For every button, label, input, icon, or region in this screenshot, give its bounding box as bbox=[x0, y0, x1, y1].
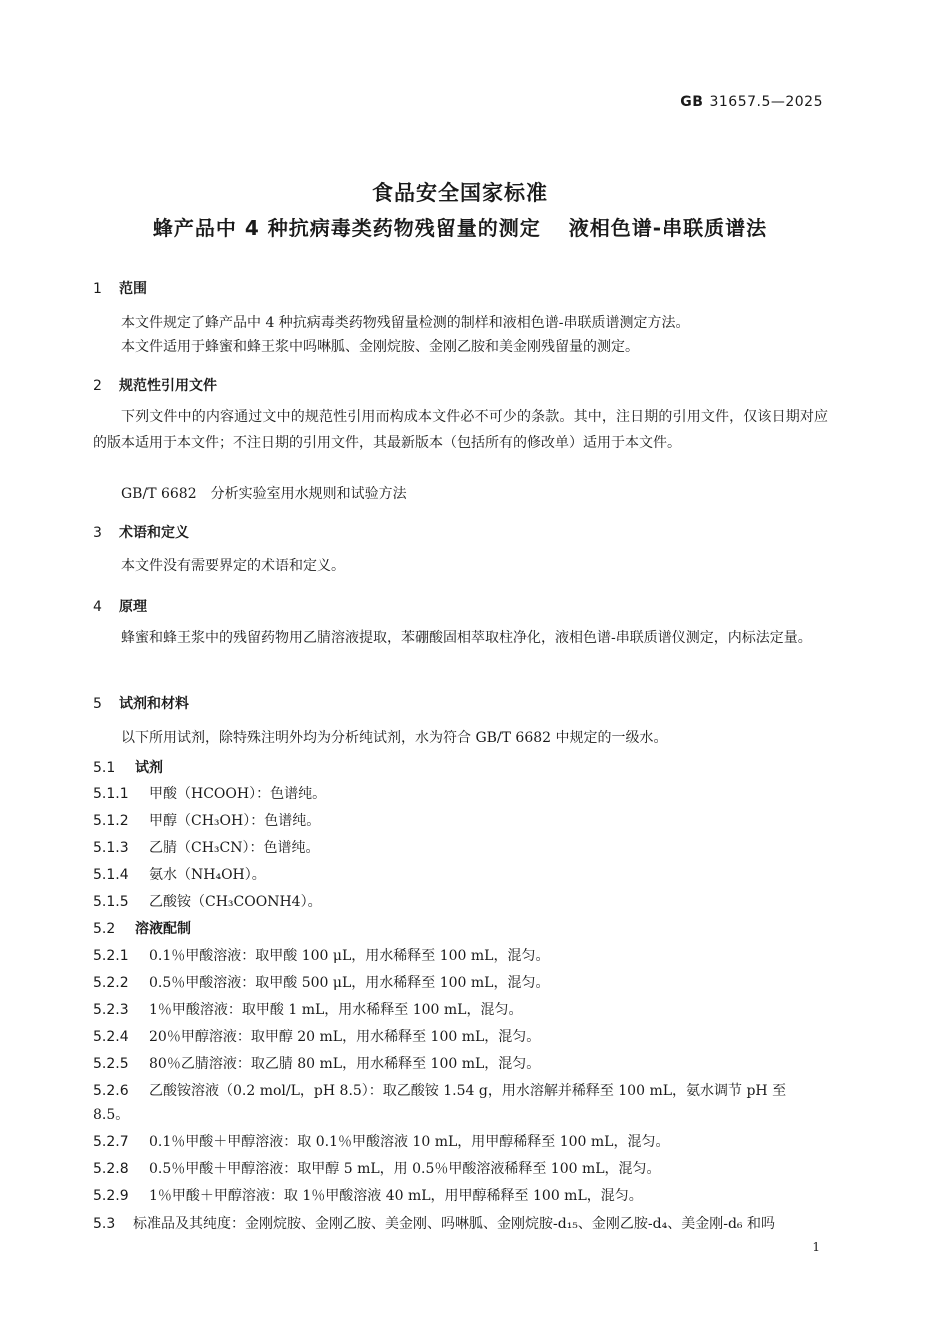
list-item: 5.1.1 甲酸（HCOOH）：色谱纯。 bbox=[93, 786, 327, 802]
section-1-para-1: 本文件规定了蜂产品中 4 种抗病毒类药物残留量检测的制样和液相色谱-串联质谱测定方法。 bbox=[121, 315, 690, 331]
standard-code bbox=[680, 94, 823, 110]
section-2-heading: 2 规范性引用文件 bbox=[93, 378, 217, 394]
list-item: 5.2.4 20％甲醇溶液：取甲醇 20 mL，用水稀释至 100 mL，混匀。 bbox=[93, 1029, 541, 1045]
section-3-para-1: 本文件没有需要界定的术语和定义。 bbox=[121, 558, 345, 574]
document-title-line2 bbox=[0, 212, 920, 241]
list-item: 5.2.5 80％乙腈溶液：取乙腈 80 mL，用水稀释至 100 mL，混匀。 bbox=[93, 1056, 541, 1072]
section-4-heading: 4 原理 bbox=[93, 599, 147, 615]
subsection-5-3: 5.3 标准品及其纯度：金刚烷胺、金刚乙胺、美金刚、吗啉胍、金刚烷胺-d₁₅、金刚乙胺-d₄、美金刚-d₆ 和吗 bbox=[93, 1216, 775, 1232]
list-item: 5.2.2 0.5％甲酸溶液：取甲酸 500 μL，用水稀释至 100 mL，混匀。 bbox=[93, 975, 550, 991]
section-2-para-1: 下列文件中的内容通过文中的规范性引用而构成本文件必不可少的条款。其中，注日期的引用文件，仅该日期对应的版本适用于本文件；不注日期的引用文件，其最新版本（包括所有的修改单）适用于本文件。 bbox=[93, 409, 828, 451]
section-1-para-2: 本文件适用于蜂蜜和蜂王浆中吗啉胍、金刚烷胺、金刚乙胺和美金刚残留量的测定。 bbox=[121, 339, 639, 355]
section-2-reference: GB/T 6682 分析实验室用水规则和试验方法 bbox=[121, 486, 407, 502]
section-5-heading: 5 试剂和材料 bbox=[93, 696, 189, 712]
section-4-para-1: 蜂蜜和蜂王浆中的残留药物用乙腈溶液提取，苯硼酸固相萃取柱净化，液相色谱-串联质谱仪测定，内标法定量。 bbox=[121, 630, 812, 646]
list-item: 5.2.9 1％甲酸＋甲醇溶液：取 1％甲酸溶液 40 mL，用甲醇稀释至 100 mL，混匀。 bbox=[93, 1188, 643, 1204]
list-item: 5.2.8 0.5％甲酸＋甲醇溶液：取甲醇 5 mL，用 0.5％甲酸溶液稀释至 100 mL，混匀。 bbox=[93, 1161, 661, 1177]
section-1-heading: 1 范围 bbox=[93, 281, 147, 297]
title-subject: 蜂产品中 4 种抗病毒类药物残留量的测定 bbox=[152, 216, 541, 240]
list-item: 5.1.4 氨水（NH₄OH）。 bbox=[93, 867, 266, 883]
list-item-continuation: 8.5。 bbox=[93, 1107, 130, 1123]
standard-number: 31657.5—2025 bbox=[709, 94, 823, 110]
page-number: 1 bbox=[812, 1240, 820, 1254]
list-item: 5.1.2 甲醇（CH₃OH）：色谱纯。 bbox=[93, 813, 321, 829]
section-3-heading: 3 术语和定义 bbox=[93, 525, 189, 541]
list-item: 5.2.1 0.1％甲酸溶液：取甲酸 100 μL，用水稀释至 100 mL，混匀。 bbox=[93, 948, 550, 964]
title-method: 液相色谱-串联质谱法 bbox=[568, 216, 768, 240]
subsection-5-2-heading: 5.2 溶液配制 bbox=[93, 921, 191, 937]
list-item: 5.1.3 乙腈（CH₃CN）：色谱纯。 bbox=[93, 840, 320, 856]
list-item: 5.2.6 乙酸铵溶液（0.2 mol/L，pH 8.5）：取乙酸铵 1.54 g，用水溶解并稀释至 100 mL，氨水调节 pH 至 bbox=[93, 1083, 787, 1099]
document-title-line1: 食品安全国家标准 bbox=[372, 181, 548, 205]
list-item: 5.2.3 1％甲酸溶液：取甲酸 1 mL，用水稀释至 100 mL，混匀。 bbox=[93, 1002, 523, 1018]
standard-prefix: GB bbox=[680, 94, 704, 110]
list-item: 5.1.5 乙酸铵（CH₃COONH4）。 bbox=[93, 894, 322, 910]
list-item: 5.2.7 0.1％甲酸＋甲醇溶液：取 0.1％甲酸溶液 10 mL，用甲醇稀释至 100 mL，混匀。 bbox=[93, 1134, 670, 1150]
subsection-5-1-heading: 5.1 试剂 bbox=[93, 760, 163, 776]
section-5-para-1: 以下所用试剂，除特殊注明外均为分析纯试剂，水为符合 GB/T 6682 中规定的一级水。 bbox=[121, 730, 668, 746]
